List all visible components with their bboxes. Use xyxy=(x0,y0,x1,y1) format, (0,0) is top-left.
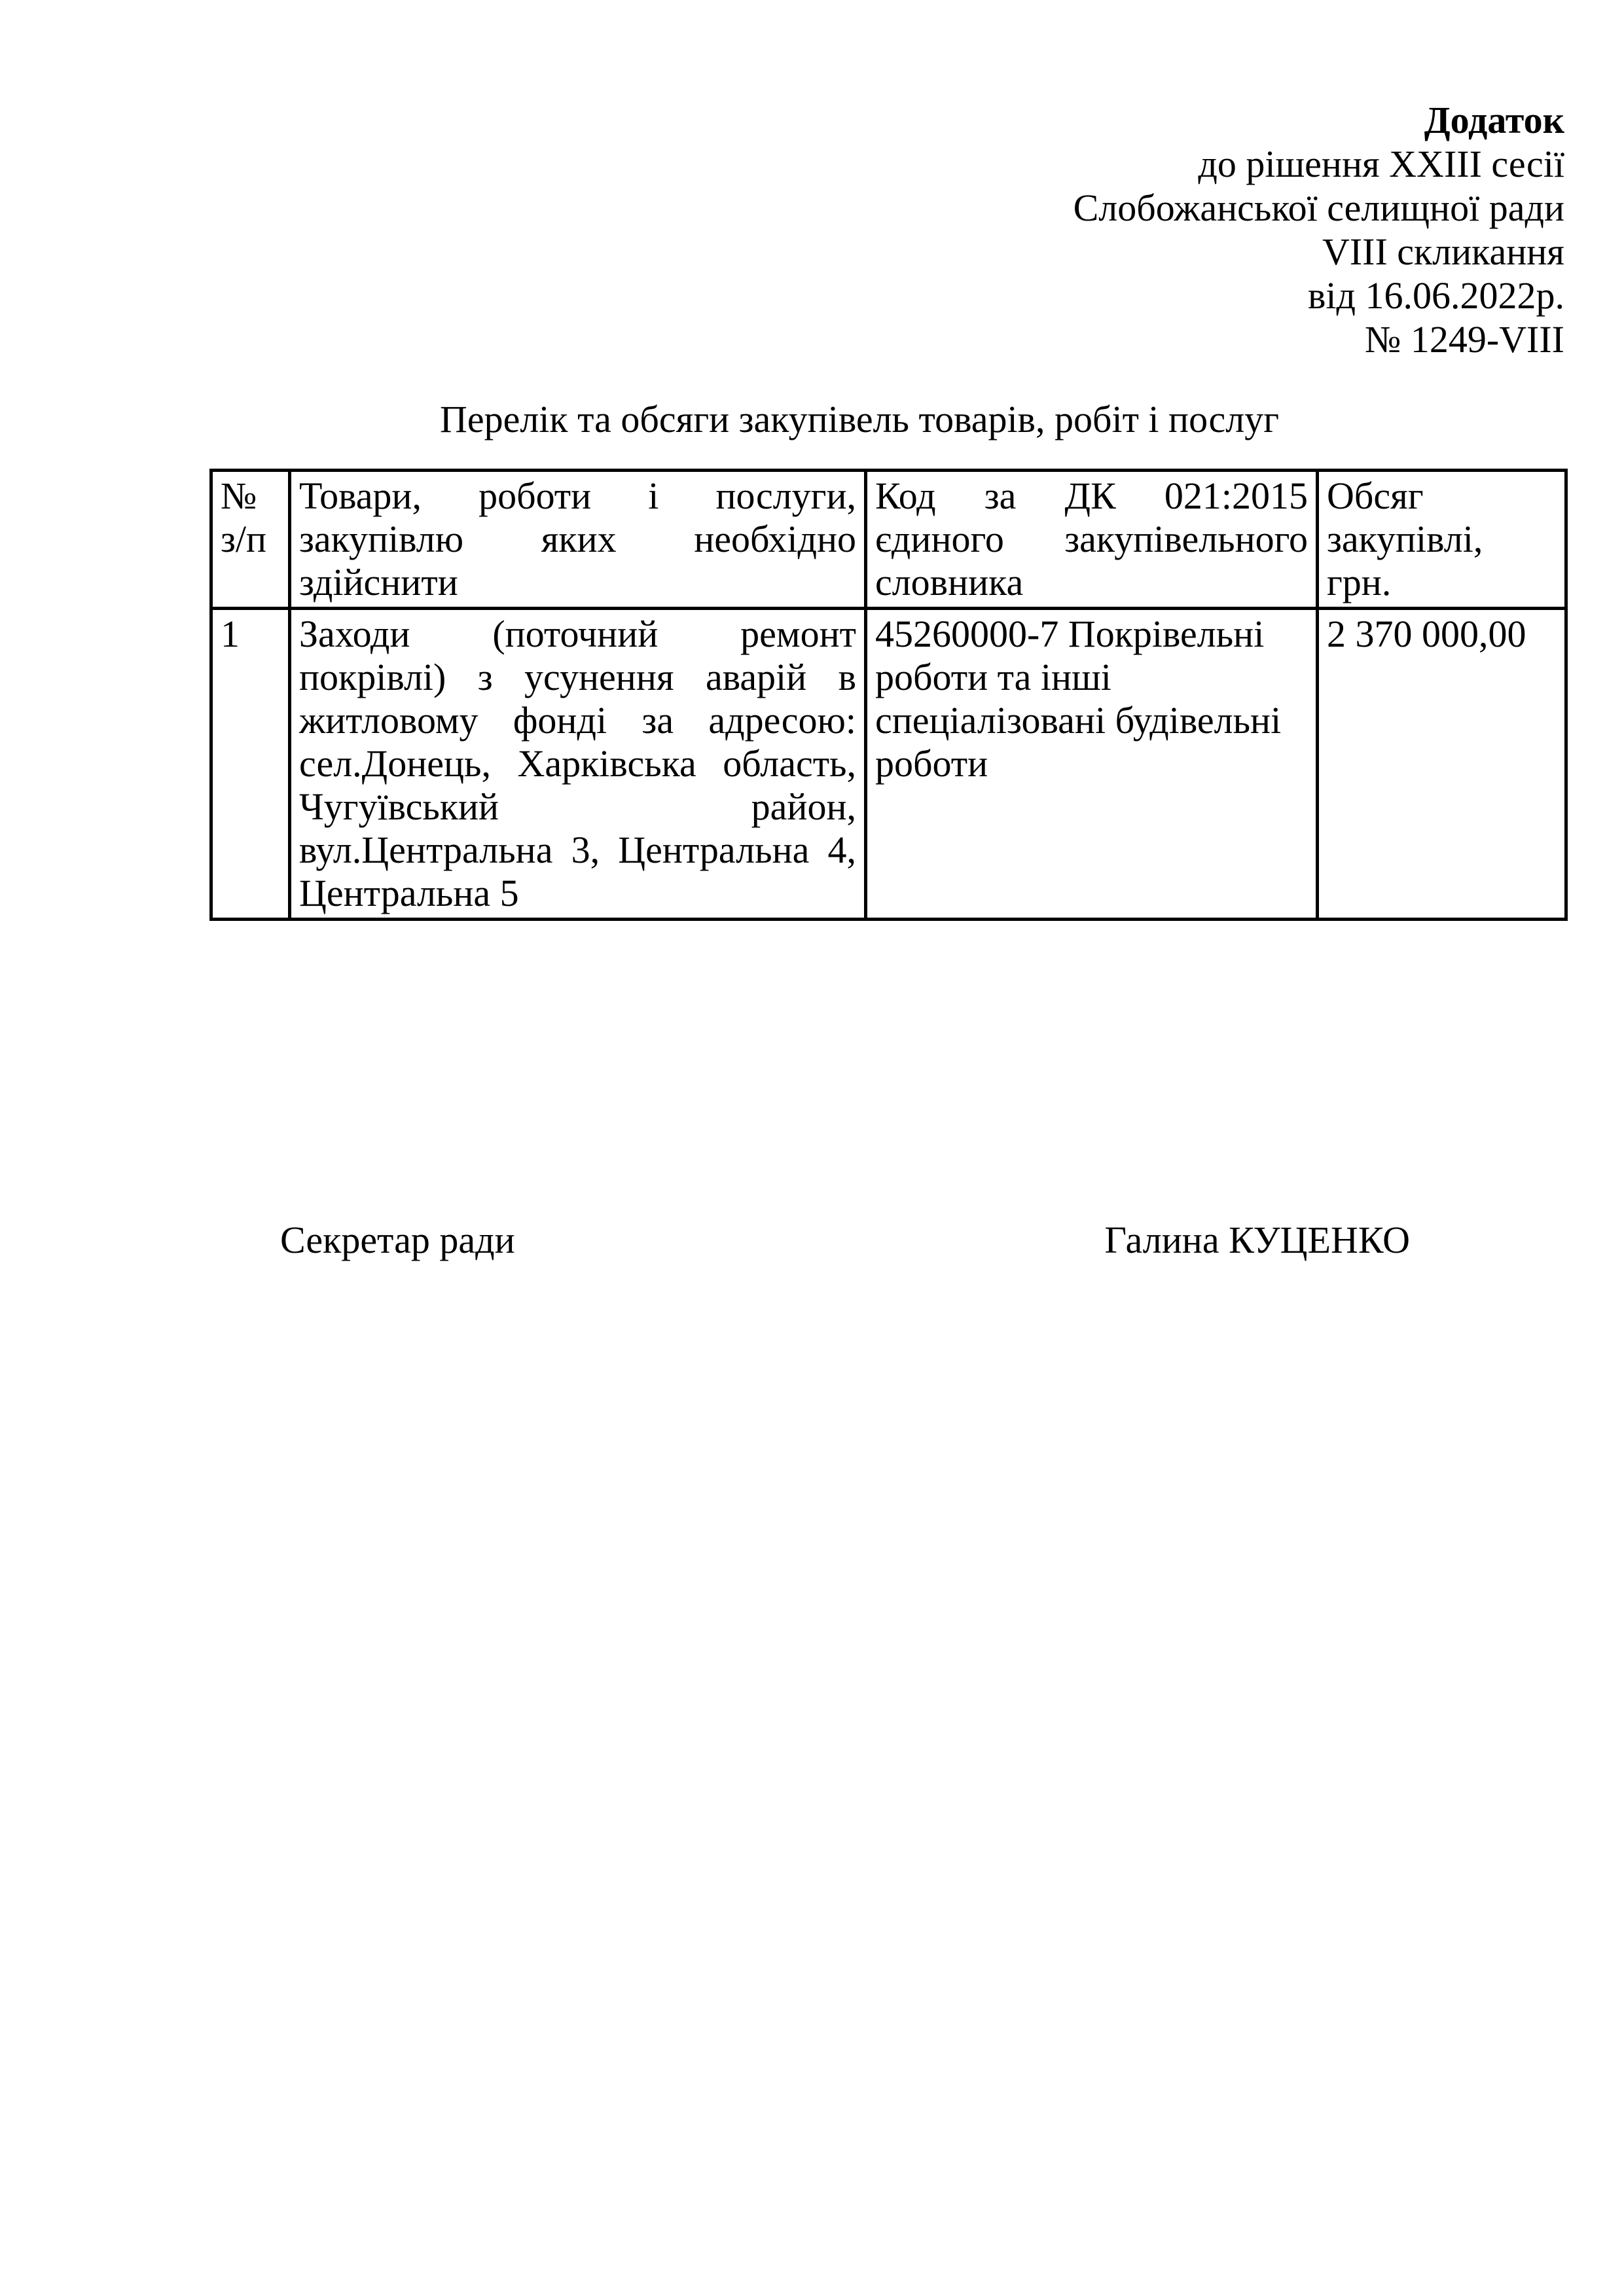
cell-line: здійснити xyxy=(299,561,458,603)
cell-line: житловому фонді за адресою: xyxy=(299,699,856,742)
header-cell-code xyxy=(866,471,1318,609)
appendix-line-session: до рішення XXIII сесії xyxy=(1198,143,1564,185)
appendix-line-number: № 1249-VIII xyxy=(1365,318,1564,361)
document-title: Перелік та обсяги закупівель товарів, робіт і послуг xyxy=(439,398,1279,440)
cell-line: закупівлю яких необхідно xyxy=(299,518,856,560)
row-cell-number: 1 xyxy=(211,609,290,920)
cell-line: 45260000-7 Покрівельні xyxy=(875,613,1265,655)
row-cell-amount: 2 370 000,00 xyxy=(1318,609,1566,920)
appendix-line-date: від 16.06.2022р. xyxy=(1307,274,1564,317)
appendix-reference-block xyxy=(209,98,1564,361)
cell-line: з/п xyxy=(221,518,267,560)
cell-line: Товари, роботи і послуги, xyxy=(299,475,856,517)
header-cell-number xyxy=(211,471,290,609)
header-cell-subject xyxy=(290,471,866,609)
procurement-table xyxy=(209,469,1568,921)
cell-line: Центральна 5 xyxy=(299,872,519,914)
cell-line: грн. xyxy=(1327,561,1392,603)
cell-line: Обсяг xyxy=(1327,475,1424,517)
signature-position: Секретар ради xyxy=(280,1219,515,1261)
cell-line: єдиного закупівельного xyxy=(875,518,1308,560)
cell-line: Код за ДК 021:2015 xyxy=(875,475,1308,517)
row-cell-subject xyxy=(290,609,866,920)
appendix-line-convocation: VIII скликання xyxy=(1322,230,1564,273)
cell-line: № xyxy=(221,475,257,517)
appendix-line-council: Слобожанської селищної ради xyxy=(1073,187,1564,229)
header-cell-amount xyxy=(1318,471,1566,609)
cell-line: словника xyxy=(875,561,1024,603)
signature-row xyxy=(209,1219,1564,1262)
cell-line: Чугуївський район, xyxy=(299,785,856,828)
signature-name: Галина КУЦЕНКО xyxy=(1104,1219,1410,1261)
row-cell-code xyxy=(866,609,1318,920)
appendix-title: Додаток xyxy=(1424,99,1564,141)
cell-line: спеціалізовані будівельні xyxy=(875,699,1282,742)
cell-line: сел.Донець, Харківська область, xyxy=(299,742,856,785)
cell-line: вул.Центральна 3, Центральна 4, xyxy=(299,829,856,871)
cell-line: закупівлі, xyxy=(1327,518,1483,560)
table-row xyxy=(211,609,1566,920)
cell-line: роботи xyxy=(875,742,988,785)
cell-line: покрівлі) з усунення аварій в xyxy=(299,656,856,698)
table-header-row xyxy=(211,471,1566,609)
cell-line: роботи та інші xyxy=(875,656,1111,698)
cell-line: Заходи (поточний ремонт xyxy=(299,613,856,655)
